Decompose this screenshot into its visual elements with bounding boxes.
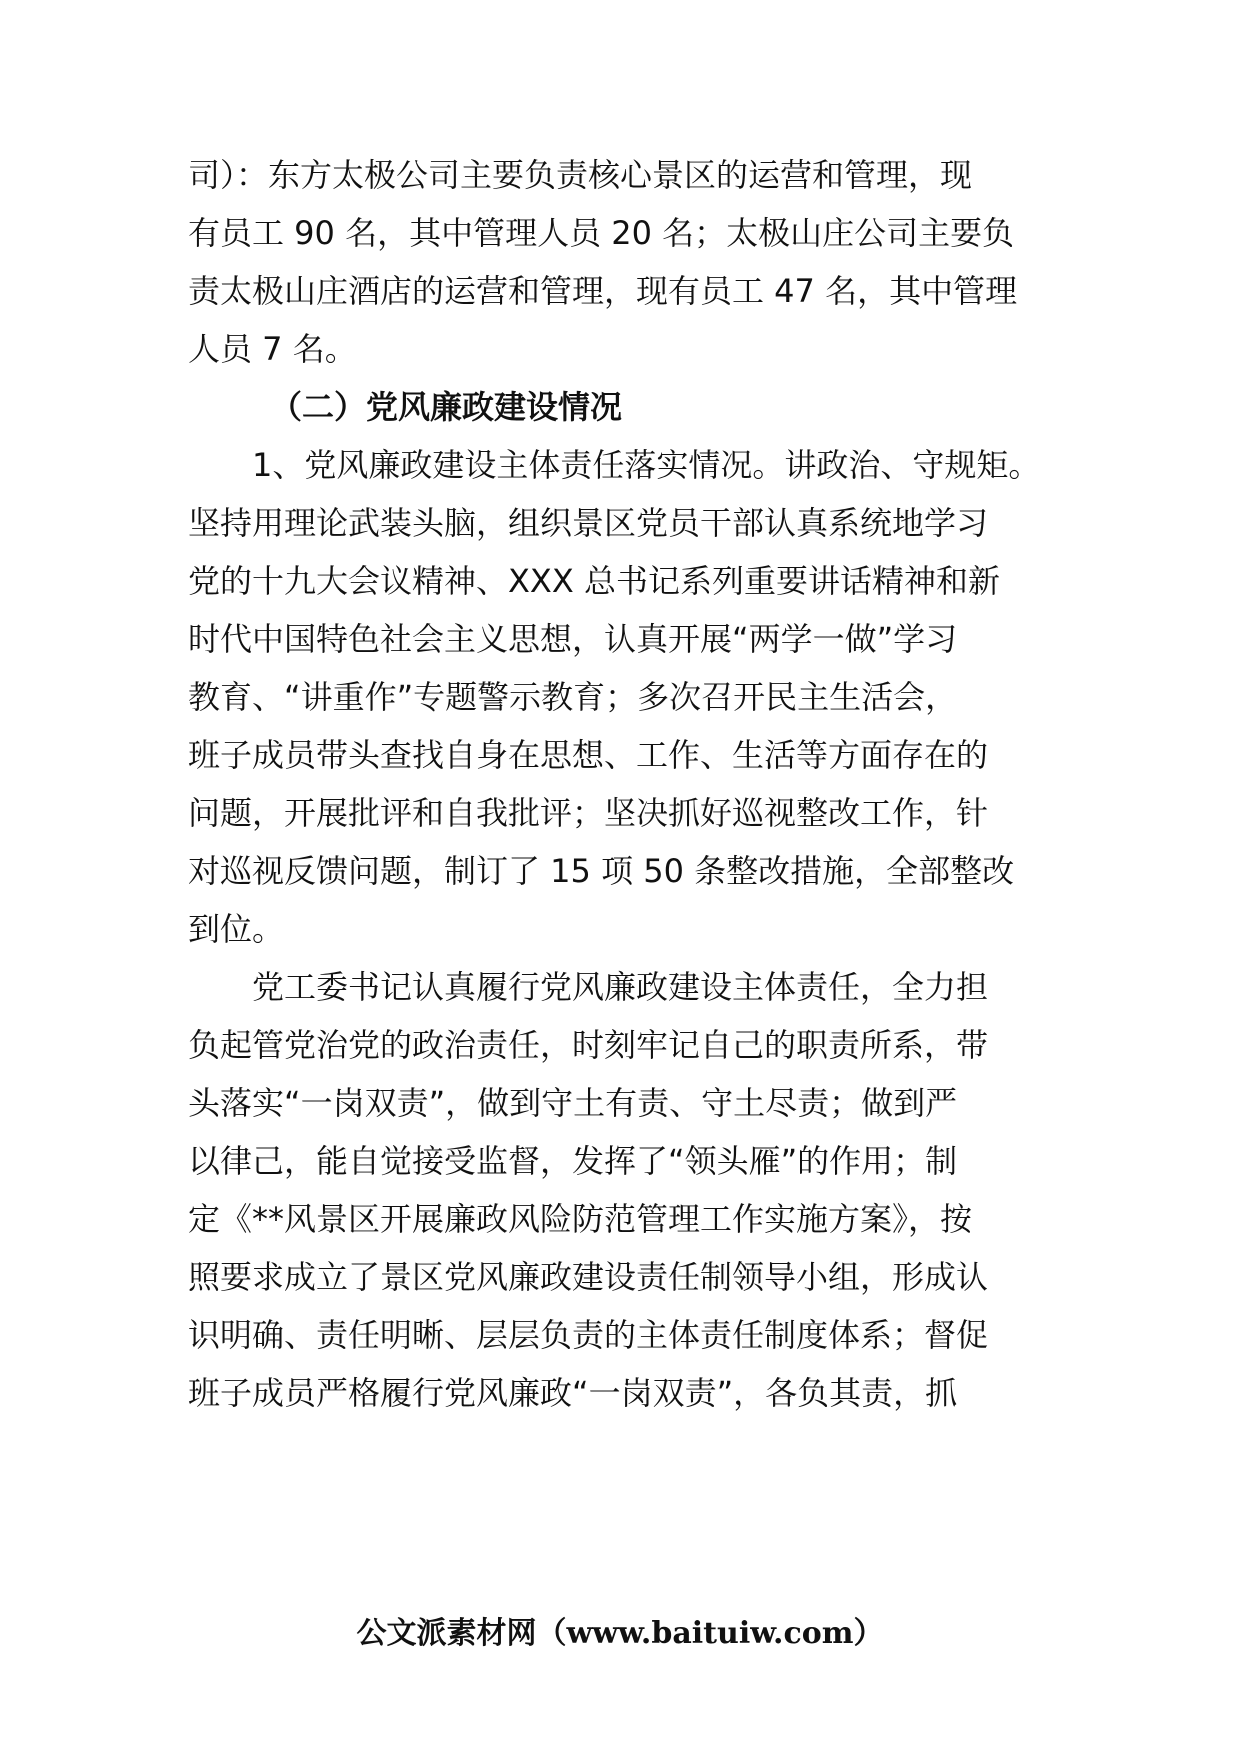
paragraph-2-line-2: 负起管党治党的政治责任，时刻牢记自己的职责所系，带 <box>188 1026 989 1064</box>
body-line-2: 有员工 90 名，其中管理人员 20 名；太极山庄公司主要负 <box>188 214 1015 252</box>
paragraph-1-line-5: 教育、“讲重作”专题警示教育；多次召开民主生活会， <box>188 678 958 716</box>
paragraph-1-line-9: 到位。 <box>188 910 285 948</box>
body-line-1: 司）：东方太极公司主要负责核心景区的运营和管理，现 <box>188 156 973 194</box>
body-line-4: 人员 7 名。 <box>188 330 357 368</box>
paragraph-2-line-7: 识明确、责任明晰、层层负责的主体责任制度体系；督促 <box>188 1316 989 1354</box>
paragraph-1-line-3: 党的十九大会议精神、XXX 总书记系列重要讲话精神和新 <box>188 562 1000 600</box>
paragraph-2-line-3: 头落实“一岗双责”，做到守土有责、守土尽责；做到严 <box>188 1084 958 1122</box>
section-heading: （二）党风廉政建设情况 <box>270 388 623 426</box>
paragraph-2-line-8: 班子成员严格履行党风廉政“一岗双责”，各负其责，抓 <box>188 1374 958 1412</box>
footer-watermark: 公文派素材网（www.baituiw.com） <box>356 1616 884 1651</box>
paragraph-1-line-7: 问题，开展批评和自我批评；坚决抓好巡视整改工作，针 <box>188 794 989 832</box>
paragraph-1-line-4: 时代中国特色社会主义思想，认真开展“两学一做”学习 <box>188 620 958 658</box>
paragraph-2-line-5: 定《**风景区开展廉政风险防范管理工作实施方案》，按 <box>188 1200 973 1238</box>
paragraph-1-line-2: 坚持用理论武装头脑，组织景区党员干部认真系统地学习 <box>188 504 989 542</box>
paragraph-2-line-4: 以律己，能自觉接受监督，发挥了“领头雁”的作用；制 <box>188 1142 958 1180</box>
paragraph-1-line-8: 对巡视反馈问题，制订了 15 项 50 条整改措施，全部整改 <box>188 852 1015 890</box>
body-line-3: 责太极山庄酒店的运营和管理，现有员工 47 名，其中管理 <box>188 272 1018 310</box>
paragraph-1-line-1: 1、党风廉政建设主体责任落实情况。讲政治、守规矩。 <box>252 446 1041 484</box>
paragraph-1-line-6: 班子成员带头查找自身在思想、工作、生活等方面存在的 <box>188 736 989 774</box>
paragraph-2-line-1: 党工委书记认真履行党风廉政建设主体责任，全力担 <box>252 968 989 1006</box>
paragraph-2-line-6: 照要求成立了景区党风廉政建设责任制领导小组，形成认 <box>188 1258 989 1296</box>
